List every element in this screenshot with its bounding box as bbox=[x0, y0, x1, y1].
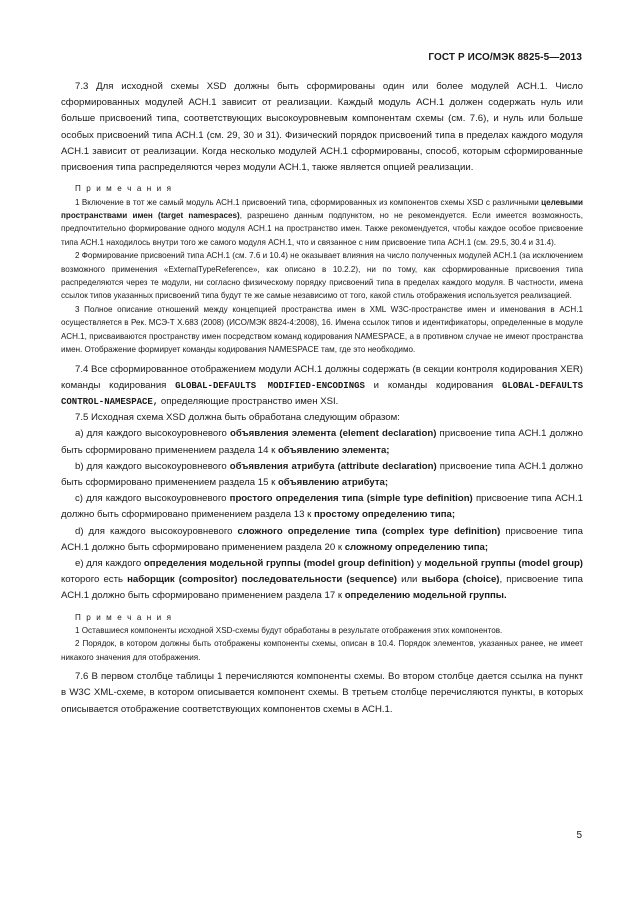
note-2-2: 2 Порядок, в котором должны быть отображены компоненты схемы, описан в 10.4. Порядок элементов, указанных ранее, не имеет никакого значения для отображения. bbox=[61, 639, 583, 662]
notes-heading-2: П р и м е ч а н и я bbox=[75, 612, 173, 622]
clause-7-5: 7.5 Исходная схема XSD должна быть обработана следующим образом: bbox=[75, 412, 400, 424]
note-1-2: 2 Формирование присвоений типа АСН.1 (см. 7.6 и 10.4) не оказывает влияния на число полученных модулей АСН.1 (за исключением возможного применения «ExternalTypeReference», как описано в 10.2.2), ни по тому, как сформированные присвоения типа распределяются через те модули, ни согласно физическому порядку присвоений типа в пределах каждого модуля. В частности, имена ссылок типов указанных присвоений типа будут те же самые независимо от того, какой стиль отображения используется реализацией. bbox=[61, 251, 583, 301]
note-1-3: 3 Полное описание отношений между концепцией пространства имен в XML W3C-пространстве имен и именования в АСН.1 осуществляется в Рек. МСЭ-Т X.683 (2008) (ИСО/МЭК 8824-4:2008), 16. Имена ссылок типов и идентификаторы, определенные в модуле АСН.1, присваиваются пространству имен посредством команд кодирования NAMESPACE, а в противном случае не имеют пространства имен. Отображение формирует команды кодирования NAMESPACE там, где это необходимо. bbox=[61, 304, 583, 355]
list-item-d: d) для каждого высокоуровневого сложного определение типа (complex type definition) присвоение типа АСН.1 должно быть сформировано применением раздела 20 к сложному определению типа; bbox=[61, 525, 583, 553]
notes-heading-1: П р и м е ч а н и я bbox=[75, 184, 173, 194]
page-header: ГОСТ Р ИСО/МЭК 8825-5—2013 bbox=[428, 52, 582, 63]
page-number: 5 bbox=[576, 830, 582, 841]
note-2-1: 1 Оставшиеся компоненты исходной XSD-схемы будут обработаны в результате отображения этих компонентов. bbox=[75, 625, 503, 635]
list-item-b: b) для каждого высокоуровневого объявления атрибута (attribute declaration) присвоение типа АСН.1 должно быть сформировано применением раздела 15 к объявлению атрибута; bbox=[61, 460, 584, 488]
clause-7-6: 7.6 В первом столбце таблицы 1 перечисляются компоненты схемы. Во втором столбце дается ссылка на пункт в W3C XML-схеме, в котором описывается компонент схемы. В третьем столбце перечисляются пункты, в которых описывается отображение соответствующих компонентов схемы в АСН.1. bbox=[61, 671, 583, 715]
list-item-c: с) для каждого высокоуровневого простого определения типа (simple type definition) присвоение типа АСН.1 должно быть сформировано применением раздела 13 к простому определению типа; bbox=[61, 493, 583, 521]
list-item-a: а) для каждого высокоуровневого объявления элемента (element declaration) присвоение типа АСН.1 должно быть сформировано применением раздела 14 к объявлению элемента; bbox=[61, 428, 583, 456]
page-content bbox=[61, 79, 583, 718]
list-item-e: е) для каждого определения модельной группы (model group definition) у модельной группы (model group) которого есть наборщик (compositor) последовательности (sequence) или выбора (choice), присвоение типа АСН.1 должно быть сформировано применением раздела 17 к определению модельной группы. bbox=[61, 557, 583, 602]
clause-7-4: 7.4 Все сформированное отображением модули АСН.1 должны содержать (в секции контроля кодирования XER) команды кодирования GLOBAL-DEFAULTS MODIFIED-ENCODINGS и команды кодирования GLOBAL-DEFAULTS CONTROL-NAMESPACE, определяющие пространство имен XSI. bbox=[61, 363, 583, 407]
note-1-1: 1 Включение в тот же самый модуль АСН.1 присвоений типа, сформированных из компонентов схемы XSD с различными целевыми пространствами имен (target namespaces), разрешено данным подпунктом, но не рекомендуется. Если имеется возможность, предпочтительно формирование одного модуля АСН.1 на пространство имен. Также рекомендуется, чтобы каждое особое присвоение типа АСН.1 находилось внутри того же самого модуля АСН.1, что и связанное с ним присвоение типа АСН.1 (см. 29.5, 30.4 и 31.4). bbox=[61, 197, 583, 247]
clause-7-3: 7.3 Для исходной схемы XSD должны быть сформированы один или более модулей АСН.1. Число сформированных модулей АСН.1 зависит от реализации. Каждый модуль АСН.1 должен содержать нуль или больше присвоений типа, соответствующих высокоуровневым компонентам схемы (см. 7.6), и нуль или больше особых присвоений типа АСН.1 (см. 29, 30 и 31). Физический порядок присвоений типа в пределах каждого модуля АСН.1 зависит от реализации. Когда несколько модулей АСН.1 сформированы, способ, которым сформированные присвоения типа распределяются через модули АСН.1, также является опцией реализации. bbox=[61, 81, 583, 174]
